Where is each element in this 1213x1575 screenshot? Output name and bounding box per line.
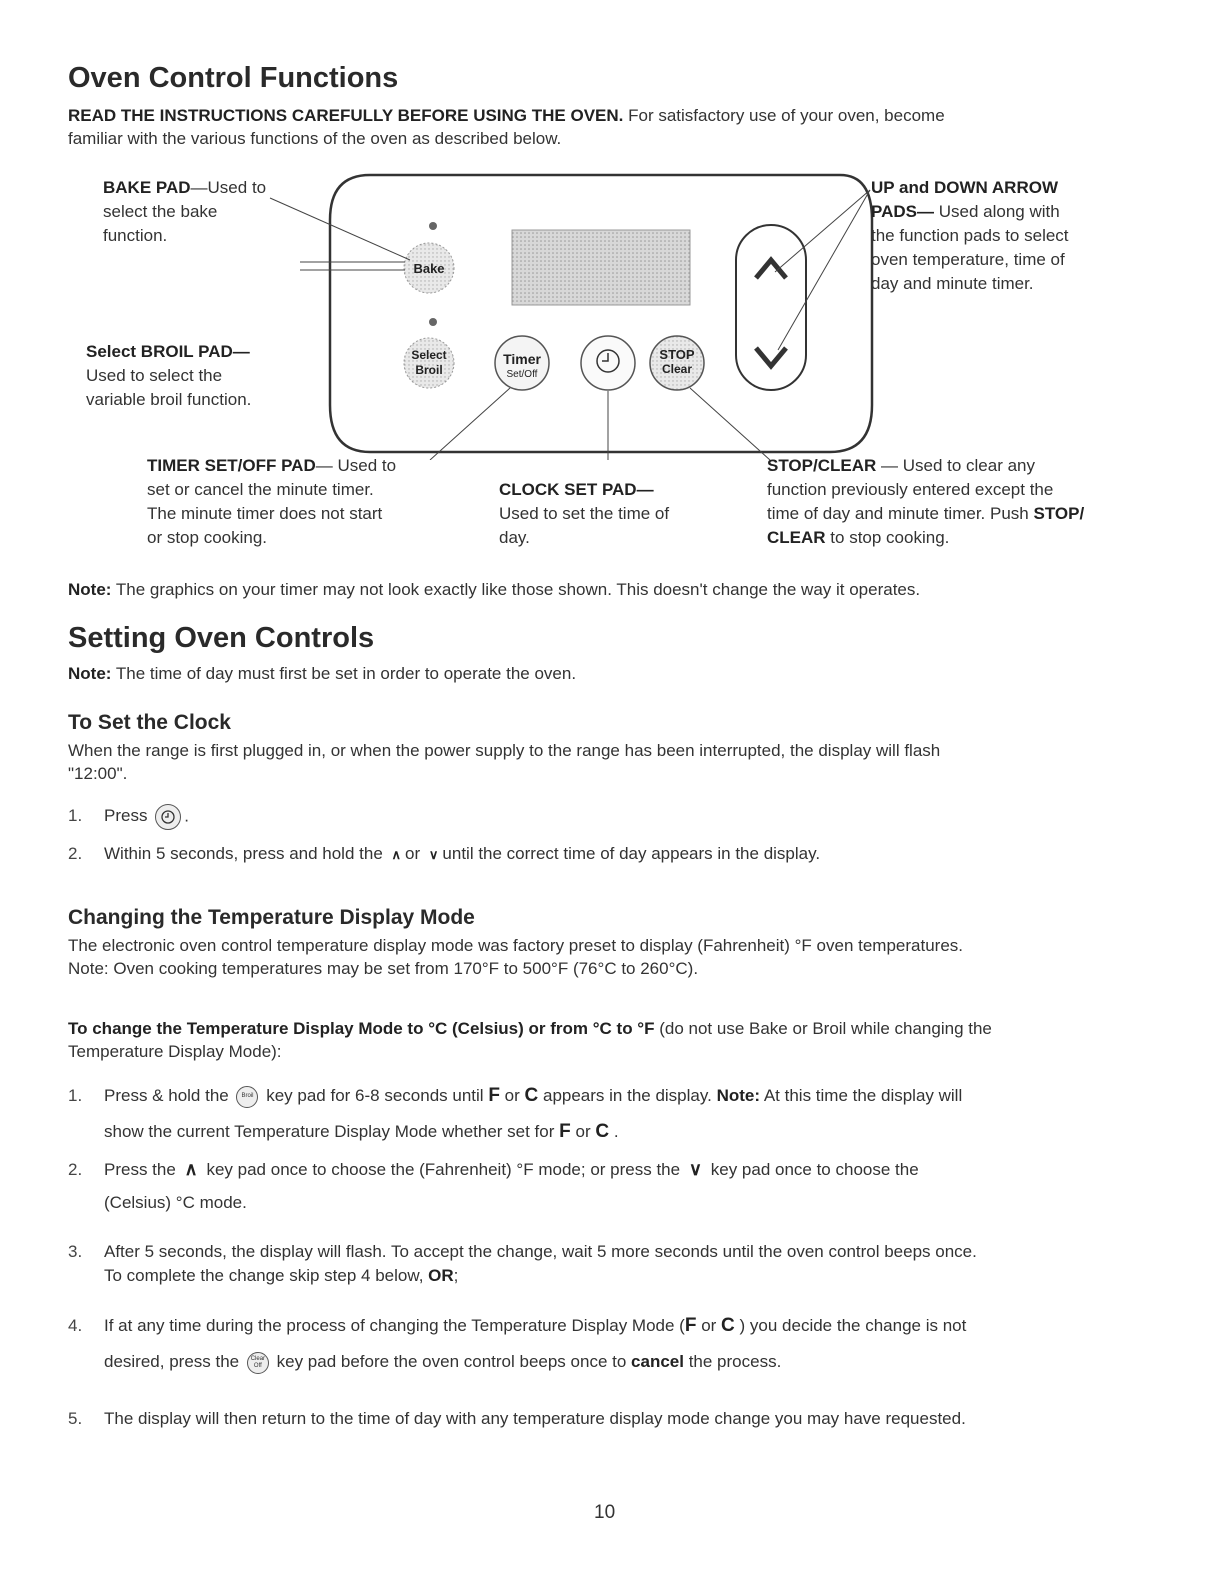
step-number: 5. xyxy=(68,1409,83,1428)
set-clock-intro-text-2: "12:00". xyxy=(68,764,128,783)
timer-pad-text: — Used to xyxy=(315,456,397,475)
arrow-pads-callout xyxy=(871,176,1191,296)
temp-intro xyxy=(68,934,1188,980)
step-number: 1. xyxy=(68,1086,83,1105)
intro-text: For satisfactory use of your oven, become xyxy=(628,106,945,125)
broil-label: Broil xyxy=(415,363,443,377)
arrow-pads-text: Used along with xyxy=(938,202,1060,221)
temp-step-5 xyxy=(68,1407,1188,1430)
temp-change-bold: To change the Temperature Display Mode to °C (Celsius) or from °C to °F xyxy=(68,1019,655,1038)
temp-change-text: (do not use Bake or Broil while changing the xyxy=(659,1019,992,1038)
temp-change-instruction xyxy=(68,1017,1188,1063)
temp-step-1 xyxy=(68,1084,1188,1108)
stop-clear-callout xyxy=(767,454,1207,550)
clear-key-label: Clear xyxy=(250,1355,266,1362)
or-bold: OR xyxy=(428,1266,454,1285)
down-arrow-icon: ∨ xyxy=(428,847,439,862)
page-number: 10 xyxy=(594,1502,616,1523)
intro-bold: READ THE INSTRUCTIONS CAREFULLY BEFORE USING THE OVEN. xyxy=(68,106,624,125)
bake-pad-text-3: function. xyxy=(103,226,168,245)
temp-intro-text: The electronic oven control temperature display mode was factory preset to display (Fahrenheit) °F oven temperatures. xyxy=(68,936,963,955)
f-letter: F xyxy=(488,1085,500,1106)
step-text-b: key pad before the oven control beeps once to xyxy=(276,1352,627,1371)
stop-clear-text-2: function previously entered except the xyxy=(767,480,1054,499)
clock-step-1 xyxy=(68,804,1168,830)
stop-clear-text-3: time of day and minute timer. Push xyxy=(767,504,1029,523)
stop-clear-text-4: to stop cooking. xyxy=(830,528,950,547)
c-letter: C xyxy=(721,1315,735,1336)
clock-button xyxy=(581,336,635,390)
note-text-2: The time of day must first be set in order to operate the oven. xyxy=(115,664,577,683)
temp-step-4 xyxy=(68,1314,1188,1337)
temp-step-4-line2 xyxy=(104,1350,1184,1374)
temp-mode-heading: Changing the Temperature Display Mode xyxy=(68,906,475,929)
step-text-c: key pad once to choose the xyxy=(710,1160,919,1179)
setoff-label: Set/Off xyxy=(506,369,538,380)
step-text-b: ) you decide the change is not xyxy=(739,1316,967,1335)
step-text-b: key pad once to choose the (Fahrenheit) °F mode; or press the xyxy=(206,1160,681,1179)
c-letter: C xyxy=(524,1085,539,1106)
step-end: the process. xyxy=(688,1352,782,1371)
intro-text-2: familiar with the various functions of the oven as described below. xyxy=(68,129,562,148)
stop-label: STOP xyxy=(659,347,695,362)
intro-paragraph xyxy=(68,104,1168,150)
display-window xyxy=(512,230,690,305)
step-text-line2: (Celsius) °C mode. xyxy=(104,1193,247,1212)
select-label: Select xyxy=(411,348,447,362)
step-text: Within 5 seconds, press and hold the xyxy=(104,844,383,863)
temp-step-2 xyxy=(68,1158,1188,1181)
off-key-label: Off xyxy=(253,1362,262,1369)
broil-key-icon xyxy=(236,1086,258,1108)
step-text-line2: To complete the change skip step 4 below, xyxy=(104,1266,424,1285)
clock-pad-label: CLOCK SET PAD— xyxy=(499,480,654,499)
broil-pad-callout xyxy=(86,340,306,412)
step-text: The display will then return to the time of day with any temperature display mode change you may have requested. xyxy=(104,1409,966,1428)
arrow-pads-label: UP and DOWN ARROW xyxy=(871,178,1058,197)
arrow-pads-text-4: day and minute timer. xyxy=(871,274,1034,293)
or-text: or xyxy=(504,1086,520,1105)
stop-clear-label: STOP/CLEAR xyxy=(767,456,877,475)
page-title: Oven Control Functions xyxy=(68,62,399,94)
step-text-end: until the correct time of day appears in the display. xyxy=(442,844,821,863)
or-text: or xyxy=(701,1316,717,1335)
f-letter: F xyxy=(684,1315,697,1336)
step-number: 2. xyxy=(68,844,83,863)
bake-indicator-dot xyxy=(429,222,437,230)
step-end: ; xyxy=(453,1266,459,1285)
broil-pad-label: Select BROIL PAD— xyxy=(86,342,250,361)
temp-step-3-line2 xyxy=(104,1264,1184,1287)
step-number: 2. xyxy=(68,1160,83,1179)
step-text: If at any time during the process of changing the Temperature Display Mode ( xyxy=(104,1316,685,1335)
note-text: The graphics on your timer may not look exactly like those shown. This doesn't change the way it operates. xyxy=(115,580,921,599)
step-text: Press & hold the xyxy=(104,1086,229,1105)
bake-pad-label: BAKE PAD xyxy=(103,178,191,197)
timer-label: Timer xyxy=(503,351,541,367)
stop-clear-text: — Used to clear any xyxy=(876,456,1036,475)
step-text-b: key pad for 6-8 seconds until xyxy=(266,1086,484,1105)
timer-pad-text-2: set or cancel the minute timer. xyxy=(147,480,374,499)
stop-clear-bold-2: CLEAR xyxy=(767,528,826,547)
step-end: . xyxy=(184,806,189,826)
clock-step-2 xyxy=(68,842,1168,866)
set-clock-heading: To Set the Clock xyxy=(68,711,231,734)
up-arrow-icon: ∧ xyxy=(391,847,402,862)
step-end-2: . xyxy=(613,1122,619,1141)
temp-step-3 xyxy=(68,1240,1188,1263)
step-text: Press the xyxy=(104,1160,176,1179)
up-arrow-icon: ∧ xyxy=(184,1159,198,1179)
broil-pad-text-2: variable broil function. xyxy=(86,390,252,409)
f-letter-2: F xyxy=(559,1121,571,1142)
timer-pad-label: TIMER SET/OFF PAD xyxy=(147,456,316,475)
step-number: 4. xyxy=(68,1316,83,1335)
arrow-pads-label-2: PADS— xyxy=(871,202,934,221)
clock-pad-text: Used to set the time of xyxy=(499,504,670,523)
note-label-2: Note: xyxy=(68,664,112,683)
temp-intro-text-2: Note: Oven cooking temperatures may be set from 170°F to 500°F (76°C to 260°C). xyxy=(68,959,699,978)
step-text-line2: show the current Temperature Display Mode whether set for xyxy=(104,1122,555,1141)
note-label: Note: xyxy=(68,580,112,599)
bake-pad-text: —Used to xyxy=(190,178,267,197)
down-arrow-icon: ∨ xyxy=(688,1159,702,1179)
arrow-pads-text-3: oven temperature, time of xyxy=(871,250,1065,269)
temp-change-text-2: Temperature Display Mode): xyxy=(68,1042,282,1061)
stop-clear-bold: STOP/ xyxy=(1033,504,1085,523)
section-title-setting: Setting Oven Controls xyxy=(68,622,375,654)
bake-pad-text-2: select the bake xyxy=(103,202,218,221)
c-letter-2: C xyxy=(595,1121,610,1142)
clear-label: Clear xyxy=(661,362,693,376)
step-number: 3. xyxy=(68,1242,83,1261)
step-text-d: At this time the display will xyxy=(763,1086,963,1105)
step-text: After 5 seconds, the display will flash. To accept the change, wait 5 more seconds until the oven control beeps once. xyxy=(104,1242,977,1261)
timer-pad-callout xyxy=(147,454,477,550)
timer-pad-text-4: or stop cooking. xyxy=(147,528,268,547)
step-number: 1. xyxy=(68,806,83,825)
step-text: Press xyxy=(104,806,148,826)
set-clock-intro xyxy=(68,739,1178,785)
clock-key-icon xyxy=(155,804,181,830)
bake-pad-callout xyxy=(103,176,303,248)
timer-pad-text-3: The minute timer does not start xyxy=(147,504,383,523)
broil-pad-text: Used to select the xyxy=(86,366,223,385)
temp-step-1-line2 xyxy=(104,1120,1184,1143)
note-label-inline: Note: xyxy=(716,1086,761,1105)
broil-key-label: Broil xyxy=(241,1093,254,1100)
clock-pad-callout xyxy=(499,478,739,550)
set-clock-intro-text: When the range is first plugged in, or when the power supply to the range has been interrupted, the display will flash xyxy=(68,741,941,760)
note-graphics xyxy=(68,578,1168,601)
temp-step-2-line2 xyxy=(104,1191,1184,1214)
clear-off-key-icon xyxy=(247,1352,269,1374)
broil-indicator-dot xyxy=(429,318,437,326)
note-time-of-day xyxy=(68,662,1168,685)
clock-pad-text-2: day. xyxy=(499,528,530,547)
or-text-2: or xyxy=(575,1122,591,1141)
cancel-bold: cancel xyxy=(631,1352,684,1371)
step-text-or: or xyxy=(405,844,421,863)
arrow-pads-text-2: the function pads to select xyxy=(871,226,1069,245)
step-text-line2: desired, press the xyxy=(104,1352,240,1371)
step-text-c: appears in the display. xyxy=(542,1086,712,1105)
bake-button-label: Bake xyxy=(413,261,445,276)
